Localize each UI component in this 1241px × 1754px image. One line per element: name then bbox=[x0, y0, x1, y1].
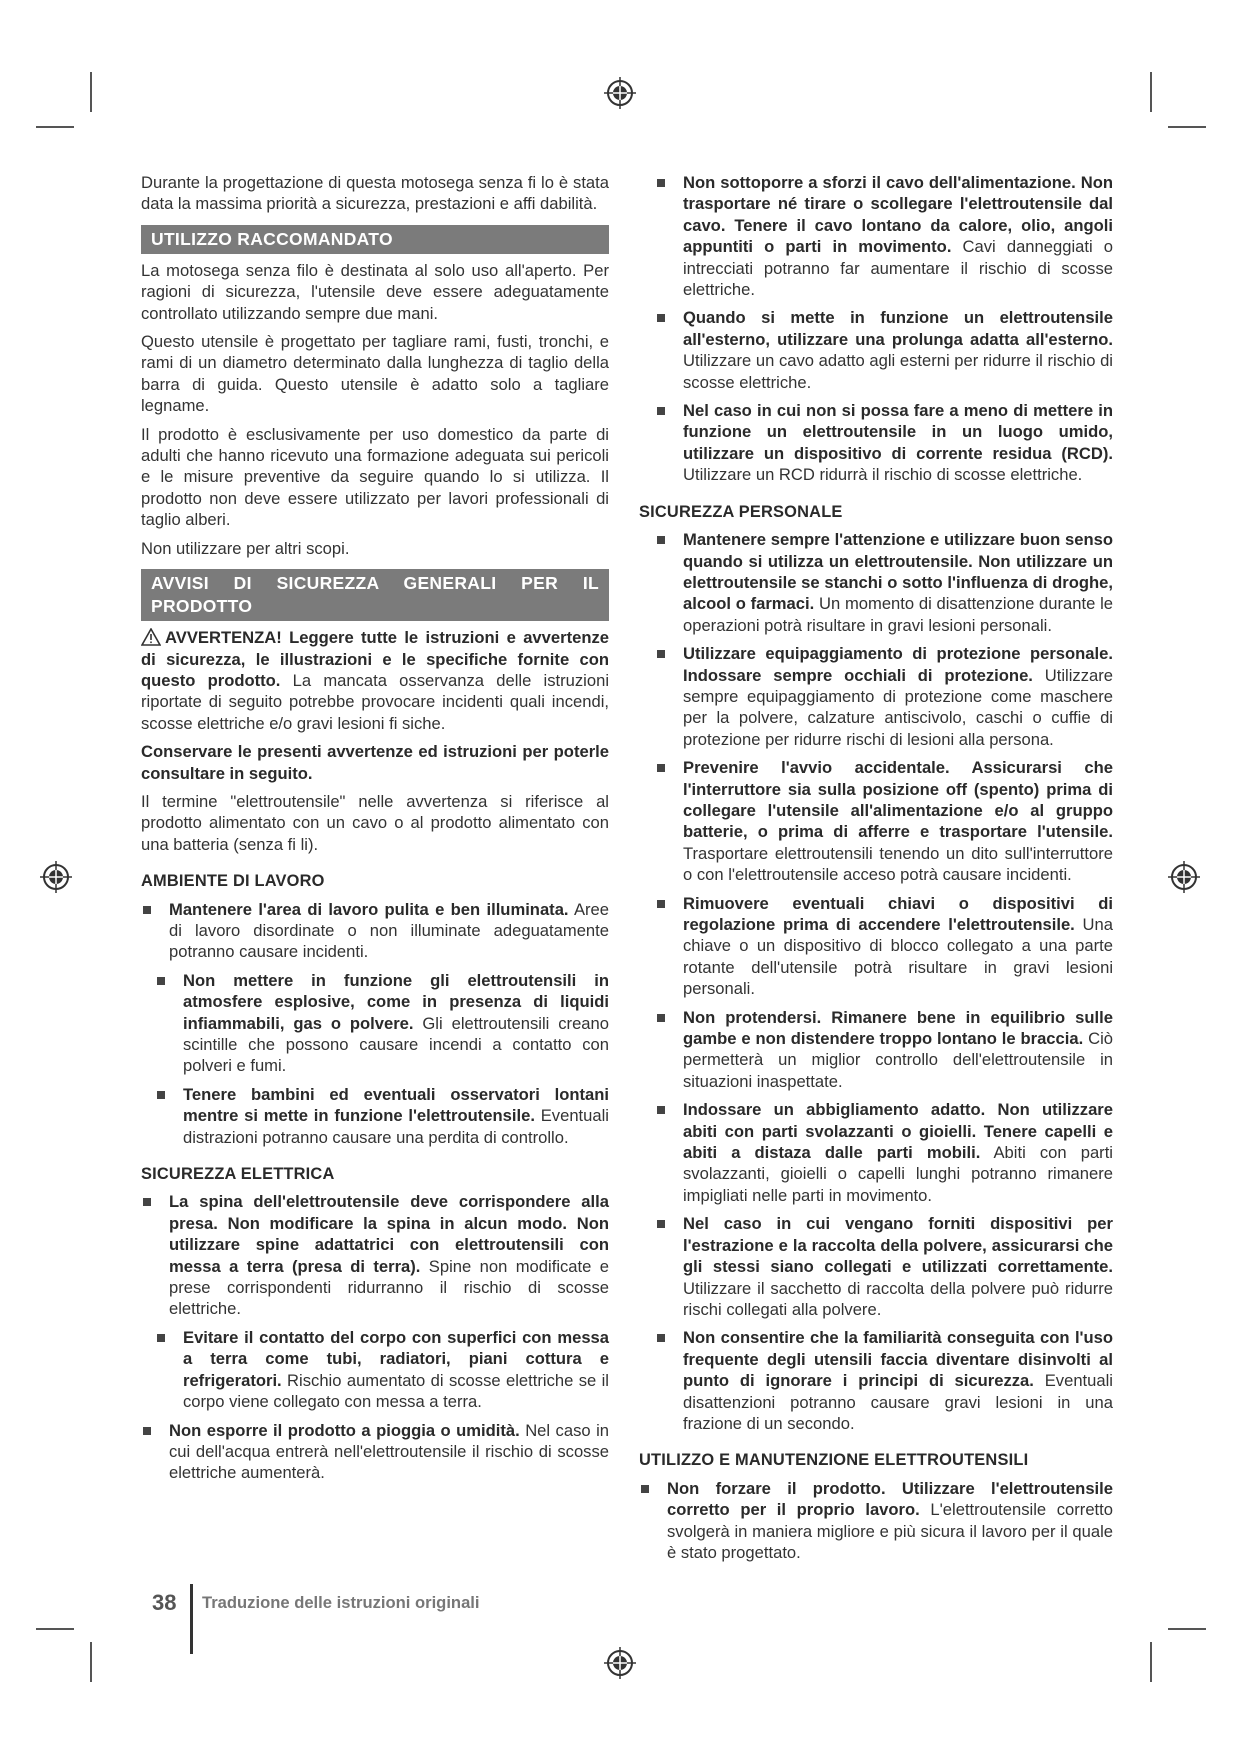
item-bold-text: Non forzare il prodotto. Utilizzare l'elettroutensile corretto per il proprio lavoro. bbox=[667, 1478, 1113, 1520]
item-text: Eventuali disattenzioni potranno causare gravi lesioni in una frazione di un secondo. bbox=[683, 1371, 1113, 1433]
crop-mark bbox=[36, 126, 74, 128]
registration-mark-icon bbox=[39, 860, 73, 894]
item-bold-text: Non mettere in funzione gli elettroutensili in atmosfere esplosive, come in presenza di liquidi infiammabili, gas o polvere. bbox=[183, 970, 609, 1033]
bullet-square-icon bbox=[657, 179, 665, 187]
list-item bbox=[655, 643, 1113, 750]
bullet-square-icon bbox=[157, 1334, 165, 1342]
item-bold-text: Mantenere sempre l'attenzione e utilizzare buon senso quando si utilizza un elettroutensile. Non utilizzare un elettroutensile se stanchi o sotto l'influenza di droghe, alcool o farmaci. bbox=[683, 530, 1113, 614]
right-column bbox=[639, 172, 1113, 1570]
paragraph: Il termine "elettroutensile" nelle avvertenza si riferisce al prodotto alimentato con un cavo o al prodotto alimentato con una batteria (senza fi li). bbox=[141, 791, 609, 854]
item-text: Aree di lavoro disordinate o non illuminate adeguatamente potranno causare incidenti. bbox=[169, 899, 610, 962]
warning-paragraph bbox=[141, 627, 609, 734]
intro-paragraph: Durante la progettazione di questa motosega senza fi lo è stata data la massima priorità a sicurezza, prestazioni e affi dabilità. bbox=[141, 173, 609, 214]
crop-mark bbox=[90, 72, 92, 112]
footer-divider bbox=[190, 1584, 193, 1654]
bullet-square-icon bbox=[657, 1220, 665, 1228]
item-bold-text: Non consentire che la familiarità conseguita con l'uso frequente degli utensili faccia diventare disinvolti al punto di ignorare i principi di sicurezza. bbox=[683, 1328, 1113, 1391]
item-text: Gli elettroutensili creano scintille che possono causare incendi a contatto con polveri e fumi. bbox=[183, 1013, 609, 1076]
item-text: Abiti con parti svolazzanti, gioielli o capelli lunghi potranno rimanere impigliati nelle parti in movimento. bbox=[683, 1143, 1113, 1205]
warning-triangle-icon bbox=[141, 628, 161, 646]
item-text: Ciò permetterà un miglior controllo dell'elettroutensile in situazioni inaspettate. bbox=[683, 1029, 1113, 1091]
bullet-square-icon bbox=[143, 906, 151, 914]
bullet-square-icon bbox=[157, 977, 165, 985]
item-text: Utilizzare un RCD ridurrà il rischio di scosse elettriche. bbox=[683, 465, 1083, 485]
subheading-electrical-safety: SICUREZZA ELETTRICA bbox=[141, 1165, 335, 1184]
list-item bbox=[639, 1478, 1113, 1564]
registration-mark-icon bbox=[1167, 860, 1201, 894]
registration-mark-icon bbox=[603, 1646, 637, 1680]
bullet-square-icon bbox=[143, 1198, 151, 1206]
list-item bbox=[655, 757, 1113, 885]
item-bold-text: Nel caso in cui non si possa fare a meno di mettere in funzione un elettroutensile in un luogo umido, utilizzare un dispositivo di corrente residua (RCD). bbox=[683, 401, 1113, 463]
item-bold-text: Non sottoporre a sforzi il cavo dell'alimentazione. Non trasportare né tirare o scollegare l'elettroutensile dal cavo. Tenere il cavo lontano da calore, olio, angoli appuntiti o parti in movimento. bbox=[683, 173, 1113, 257]
list-item bbox=[655, 1327, 1113, 1434]
list-item bbox=[655, 1099, 1113, 1206]
crop-mark bbox=[1150, 1642, 1152, 1682]
list-item bbox=[655, 893, 1113, 1000]
crop-mark bbox=[36, 1628, 74, 1630]
list-item bbox=[155, 970, 609, 1077]
item-bold-text: Evitare il contatto del corpo con superfici con messa a terra come tubi, radiatori, piani cottura e refrigeratori. bbox=[183, 1327, 609, 1390]
section-heading-general-safety: AVVISI DI SICUREZZA GENERALI PER IL PRODOTTO bbox=[141, 569, 609, 621]
crop-mark bbox=[1168, 126, 1206, 128]
list-item bbox=[655, 1007, 1113, 1093]
paragraph: Il prodotto è esclusivamente per uso domestico da parte di adulti che hanno ricevuto una formazione adeguata sui pericoli e le misure preventive da seguire quando lo si utilizza. Il prodotto non deve essere utilizzato per lavori professionali di taglio alberi. bbox=[141, 424, 609, 530]
list-item bbox=[141, 1420, 609, 1484]
item-text: Utilizzare un cavo adatto agli esterni per ridurre il rischio di scosse elettriche. bbox=[683, 351, 1113, 392]
list-item bbox=[155, 1327, 609, 1413]
item-text: Spine non modificate e prese corrispondenti ridurranno il rischio di scosse elettriche. bbox=[169, 1256, 609, 1319]
bullet-square-icon bbox=[657, 1014, 665, 1022]
item-text: Utilizzare il sacchetto di raccolta della polvere può ridurre rischi collegati alla polvere. bbox=[683, 1278, 1113, 1319]
list-item bbox=[655, 400, 1113, 486]
item-text: Nel caso in cui dell'acqua entrerà nell'elettroutensile il rischio di scosse elettriche aumenterà. bbox=[169, 1420, 609, 1483]
subheading-personal-safety: SICUREZZA PERSONALE bbox=[639, 502, 843, 521]
warning-bold-text: AVVERTENZA! Leggere tutte le istruzioni e avvertenze di sicurezza, le illustrazioni e le specifiche fornite con questo prodotto. bbox=[141, 628, 609, 690]
bullet-square-icon bbox=[657, 1106, 665, 1114]
item-text: Utilizzare sempre equipaggiamento di protezione come maschere per la polvere, calzature antiscivolo, caschi o cuffie di protezione per ridurre rischi di lesioni alla persona. bbox=[683, 665, 1113, 749]
item-text: Un momento di disattenzione durante le operazioni potrà risultare in gravi lesioni personali. bbox=[683, 594, 1113, 635]
bullet-square-icon bbox=[657, 764, 665, 772]
registration-mark-icon bbox=[603, 76, 637, 110]
bullet-square-icon bbox=[157, 1091, 165, 1099]
crop-mark bbox=[1150, 72, 1152, 112]
paragraph: La motosega senza filo è destinata al solo uso all'aperto. Per ragioni di sicurezza, l'utensile deve essere adeguatamente controllato utilizzando sempre due mani. bbox=[141, 260, 609, 323]
paragraph: Non utilizzare per altri scopi. bbox=[141, 538, 350, 558]
list-item bbox=[141, 899, 609, 963]
item-bold-text: Non protendersi. Rimanere bene in equilibrio sulle gambe e non distendere troppo lontano le braccia. bbox=[683, 1007, 1113, 1049]
bullet-square-icon bbox=[657, 1334, 665, 1342]
item-text: Eventuali distrazioni potranno causare una perdita di controllo. bbox=[183, 1106, 609, 1147]
bullet-square-icon bbox=[657, 900, 665, 908]
item-text: L'elettroutensile corretto svolgerà in maniera migliore e più sicura il lavoro per il quale è stato progettato. bbox=[667, 1500, 1113, 1562]
item-text: Cavi danneggiati o intrecciati potranno far aumentare il rischio di scosse elettriche. bbox=[683, 237, 1113, 300]
paragraph: Questo utensile è progettato per tagliare rami, fusti, tronchi, e rami di un diametro determinato dalla lunghezza di taglio della barra di guida. Questo utensile è adatto solo a tagliare legname. bbox=[141, 332, 609, 416]
bullet-square-icon bbox=[657, 407, 665, 415]
bullet-square-icon bbox=[641, 1485, 649, 1493]
item-bold-text: Prevenire l'avvio accidentale. Assicurarsi che l'interruttore sia sulla posizione off (spento) prima di collegare l'utensile all'alimentazione e/o al gruppo batterie, o prima di afferre e trasportare l'utensile. bbox=[683, 758, 1113, 842]
item-bold-text: Indossare un abbigliamento adatto. Non utilizzare abiti con parti svolazzanti o gioielli. Tenere capelli e abiti a distaza dalle parti mobili. bbox=[683, 1100, 1113, 1163]
item-bold-text: Mantenere l'area di lavoro pulita e ben illuminata. bbox=[169, 899, 569, 919]
item-bold-text: Quando si mette in funzione un elettroutensile all'esterno, utilizzare una prolunga adatta all'esterno. bbox=[683, 308, 1113, 349]
item-text: Una chiave o un dispositivo di blocco collegato a una parte rotante dell'utensile potrà risultare in gravi lesioni personali. bbox=[683, 915, 1113, 999]
item-bold-text: Rimuovere eventuali chiavi o dispositivi di regolazione prima di accendere l'elettroutensile. bbox=[683, 893, 1113, 934]
keep-instructions-text: Conservare le presenti avvertenze ed istruzioni per poterle consultare in seguito. bbox=[141, 742, 609, 783]
crop-mark bbox=[90, 1642, 92, 1682]
list-item bbox=[655, 172, 1113, 300]
list-item bbox=[655, 307, 1113, 393]
item-bold-text: Non esporre il prodotto a pioggia o umidità. bbox=[169, 1420, 520, 1440]
subheading-work-area: AMBIENTE DI LAVORO bbox=[141, 872, 325, 891]
list-item bbox=[655, 529, 1113, 636]
subheading-use-maintenance: UTILIZZO E MANUTENZIONE ELETTROUTENSILI bbox=[639, 1451, 1029, 1470]
bullet-square-icon bbox=[657, 314, 665, 322]
list-item bbox=[655, 1213, 1113, 1320]
item-text: Rischio aumentato di scosse elettriche se il corpo viene collegato con messa a terra. bbox=[183, 1370, 609, 1412]
item-bold-text: La spina dell'elettroutensile deve corrispondere alla presa. Non modificare la spina in alcun modo. Non utilizzare spine adattatrici con elettroutensili con messa a terra (presa di terra). bbox=[169, 1192, 609, 1276]
warning-text: La mancata osservanza delle istruzioni riportate di seguito potrebbe provocare incidenti quali incendi, scosse elettriche e/o gravi lesioni fi siche. bbox=[141, 670, 610, 733]
crop-mark bbox=[1168, 1628, 1206, 1630]
item-text: Trasportare elettroutensili tenendo un dito sull'interruttore o con l'elettroutensile acceso potrà causare incidenti. bbox=[683, 843, 1113, 885]
list-item bbox=[141, 1191, 609, 1319]
item-bold-text: Tenere bambini ed eventuali osservatori lontani mentre si mette in funzione l'elettroutensile. bbox=[183, 1084, 609, 1126]
left-column bbox=[141, 172, 609, 1491]
section-heading-recommended-use: UTILIZZO RACCOMANDATO bbox=[141, 225, 609, 254]
item-bold-text: Utilizzare equipaggiamento di protezione personale. Indossare sempre occhiali di protezione. bbox=[683, 644, 1113, 685]
list-item bbox=[155, 1084, 609, 1148]
bullet-square-icon bbox=[657, 650, 665, 658]
bullet-square-icon bbox=[143, 1427, 151, 1435]
bullet-square-icon bbox=[657, 536, 665, 544]
item-bold-text: Nel caso in cui vengano forniti dispositivi per l'estrazione e la raccolta della polvere, assicurarsi che gli stessi siano collegati e utilizzati correttamente. bbox=[683, 1214, 1113, 1277]
page-number: 38 bbox=[152, 1590, 177, 1615]
footer-text: Traduzione delle istruzioni originali bbox=[202, 1593, 480, 1612]
